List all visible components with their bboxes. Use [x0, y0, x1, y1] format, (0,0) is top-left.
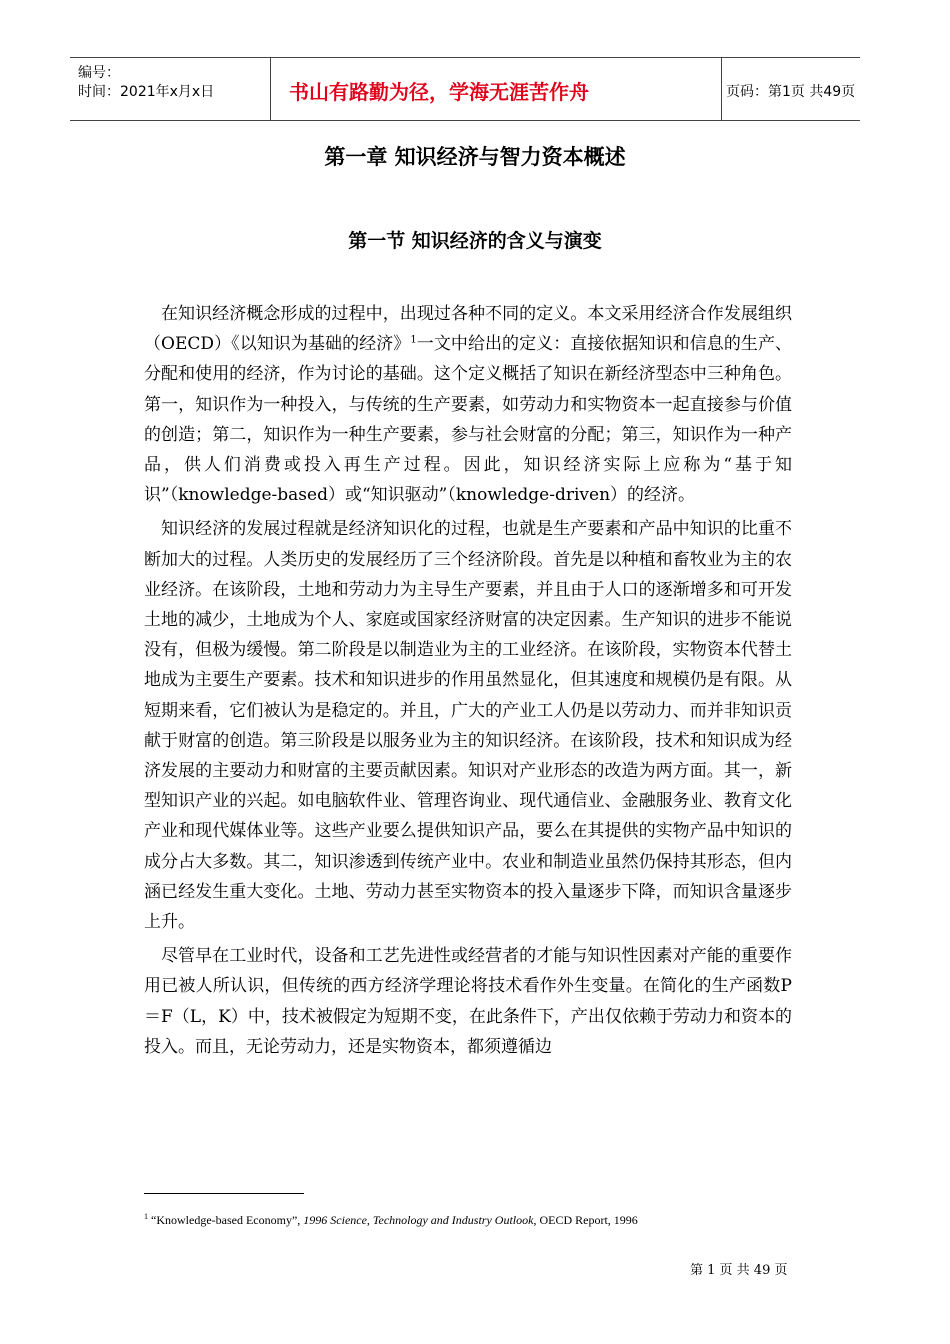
- footnote: [144, 1213, 844, 1228]
- document-number-label: 编号：: [78, 65, 120, 81]
- header-right-cell: [722, 58, 860, 120]
- document-time-label: 时间：2021年x月x日: [78, 84, 215, 100]
- footnote-reference[interactable]: 1: [410, 334, 417, 346]
- footnote-mark: 1: [144, 1212, 148, 1221]
- paragraph-1-part-b: 一文中给出的定义：直接依据知识和信息的生产、分配和使用的经济，作为讨论的基础。这个定义概括了知识在新经济型态中三种角色。第一，知识作为一种投入，与传统的生产要素，如劳动力和实物资本一起直接参与价值的创造；第二，知识作为一种生产要素，参与社会财富的分配；第三，知识作为一种产品，供人们消费或投入再生产过程。因此，知识经济实际上应称为“基于知识”（knowledge-based）或“知识驱动”（knowledge-driven）的经济。: [144, 334, 793, 506]
- footnote-italic-title: 1996 Science, Technology and Industry Outlook: [303, 1213, 534, 1227]
- header-middle-cell: [270, 58, 722, 120]
- footnote-separator: [144, 1193, 304, 1194]
- header-motto: 书山有路勤为径，学海无涯苦作舟: [289, 80, 589, 104]
- page-header: [70, 57, 860, 121]
- paragraph-3: 尽管早在工业时代，设备和工艺先进性或经营者的才能与知识性因素对产能的重要作用已被人所认识，但传统的西方经济学理论将技术看作外生变量。在简化的生产函数P＝F（L，K）中，技术被假定为短期不变，在此条件下，产出仅依赖于劳动力和资本的投入。而且，无论劳动力，还是实物资本，都须遵循边: [144, 946, 792, 1057]
- body-text: [144, 299, 792, 1066]
- paragraph-1-part-a: 在知识经济概念形成的过程中，出现过各种不同的定义。本文采用经济合作发展组织（OECD）《以知识为基础的经济》: [144, 304, 792, 355]
- footnote-text-before: “Knowledge-based Economy”,: [151, 1213, 304, 1227]
- page-footer: 第 1 页 共 49 页: [690, 1263, 788, 1278]
- paragraph-2: 知识经济的发展过程就是经济知识化的过程，也就是生产要素和产品中知识的比重不断加大的过程。人类历史的发展经历了三个经济阶段。首先是以种植和畜牧业为主的农业经济。在该阶段，土地和劳动力为主导生产要素，并且由于人口的逐渐增多和可开发土地的减少，土地成为个人、家庭或国家经济财富的决定因素。生产知识的进步不能说没有，但极为缓慢。第二阶段是以制造业为主的工业经济。在该阶段，实物资本代替土地成为主要生产要素。技术和知识进步的作用虽然显化，但其速度和规模仍是有限。从短期来看，它们被认为是稳定的。并且，广大的产业工人仍是以劳动力、而并非知识贡献于财富的创造。第三阶段是以服务业为主的知识经济。在该阶段，技术和知识成为经济发展的主要动力和财富的主要贡献因素。知识对产业形态的改造为两方面。其一，新型知识产业的兴起。如电脑软件业、管理咨询业、现代通信业、金融服务业、教育文化产业和现代媒体业等。这些产业要么提供知识产品，要么在其提供的实物产品中知识的成分占大多数。其二，知识渗透到传统产业中。农业和制造业虽然仍保持其形态，但内涵已经发生重大变化。土地、劳动力甚至实物资本的投入量逐步下降，而知识含量逐步上升。: [144, 519, 792, 933]
- footnote-text-after: , OECD Report, 1996: [533, 1213, 638, 1227]
- header-page-code: 页码：第1页 共49页: [726, 84, 856, 100]
- chapter-title: 第一章 知识经济与智力资本概述: [324, 145, 626, 169]
- paragraph-1: [144, 299, 792, 510]
- section-title: 第一节 知识经济的含义与演变: [348, 230, 602, 252]
- header-left-cell: [70, 58, 270, 120]
